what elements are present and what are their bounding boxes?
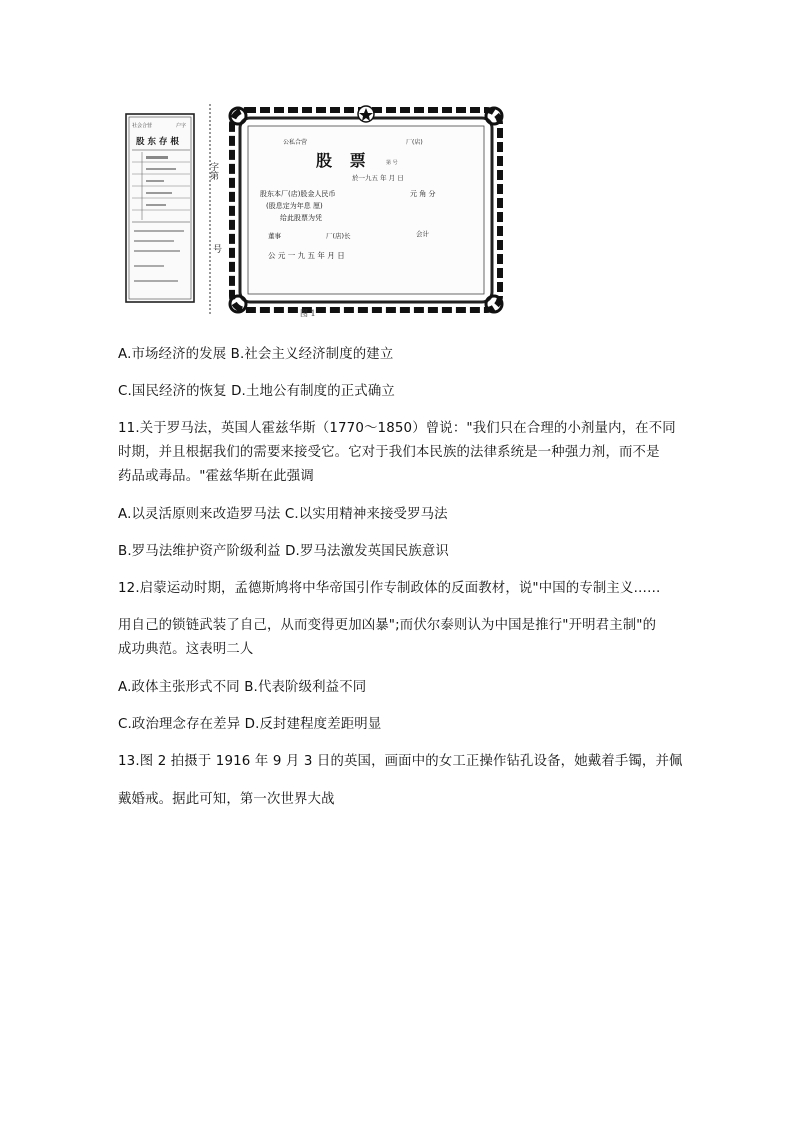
cert-header: 公私合营 [283, 139, 308, 146]
cert-header-right: 厂(店) [406, 139, 423, 146]
perforation-bottom-label: 号 [213, 245, 223, 255]
q11-stem-line1: 11.关于罗马法，英国人霍兹华斯（1770～1850）曾说："我们只在合理的小剂量内，在不同 [118, 421, 676, 436]
stub-corner-right: 户字 [176, 123, 187, 129]
cert-sign-director: 董事 [268, 232, 281, 240]
cert-sign-accountant: 会计 [416, 230, 429, 238]
cert-bottom-date: 公 元 一 九 五 年 月 日 [268, 251, 345, 260]
cert-row-voucher: 给此股票为凭 [280, 214, 322, 222]
q10-options-cd: C.国民经济的恢复 D.土地公有制度的正式确立 [118, 384, 395, 399]
stub-title: 股 东 存 根 [136, 137, 179, 147]
cert-row-amount-unit: 元 角 分 [410, 190, 436, 198]
q12-stem-line3: 成功典范。这表明二人 [118, 642, 254, 657]
q12-options-ab: A.政体主张形式不同 B.代表阶级利益不同 [118, 680, 367, 695]
q13-stem-line2: 戴婚戒。据此可知，第一次世界大战 [118, 792, 335, 807]
cert-date-line: 於一九五 年 月 日 [352, 174, 404, 182]
q10-options-ab: A.市场经济的发展 B.社会主义经济制度的建立 [118, 347, 394, 362]
perforation-top-label: 字第 [208, 162, 218, 180]
cert-title-sub: 第 号 [386, 160, 398, 166]
stock-certificate-figure [120, 100, 505, 322]
q11-stem-line2: 时期，并且根据我们的需要来接受它。它对于我们本民族的法律系统是一种强力剂，而不是 [118, 445, 660, 460]
q11-options-bd: B.罗马法维护资产阶级利益 D.罗马法激发英国民族意识 [118, 544, 449, 559]
cert-row-amount: 股东本厂(店)股金人民币 [260, 190, 336, 198]
q11-stem-line3: 药品或毒品。"霍兹华斯在此强调 [118, 469, 314, 484]
figure-caption: 图 1 [300, 309, 316, 318]
cert-row-dividend: (股息定为年息 厘) [266, 202, 323, 210]
q13-stem-line1: 13.图 2 拍摄于 1916 年 9 月 3 日的英国，画面中的女工正操作钻孔设备，她戴着手镯，并佩 [118, 754, 683, 769]
cert-sign-manager: 厂(店)长 [326, 232, 351, 240]
q12-stem-line1: 12.启蒙运动时期，孟德斯鸠将中华帝国引作专制政体的反面教材，说"中国的专制主义…… [118, 581, 661, 596]
stub-corner-left: 社会合营 [132, 123, 153, 129]
cert-title: 股 票 [316, 151, 372, 170]
q12-stem-line2: 用自己的锁链武装了自己，从而变得更加凶暴";而伏尔泰则认为中国是推行"开明君主制"的 [118, 618, 657, 633]
q11-options-ac: A.以灵活原则来改造罗马法 C.以实用精神来接受罗马法 [118, 507, 448, 522]
stock-certificate-image [120, 100, 505, 322]
q12-options-cd: C.政治理念存在差异 D.反封建程度差距明显 [118, 717, 382, 732]
